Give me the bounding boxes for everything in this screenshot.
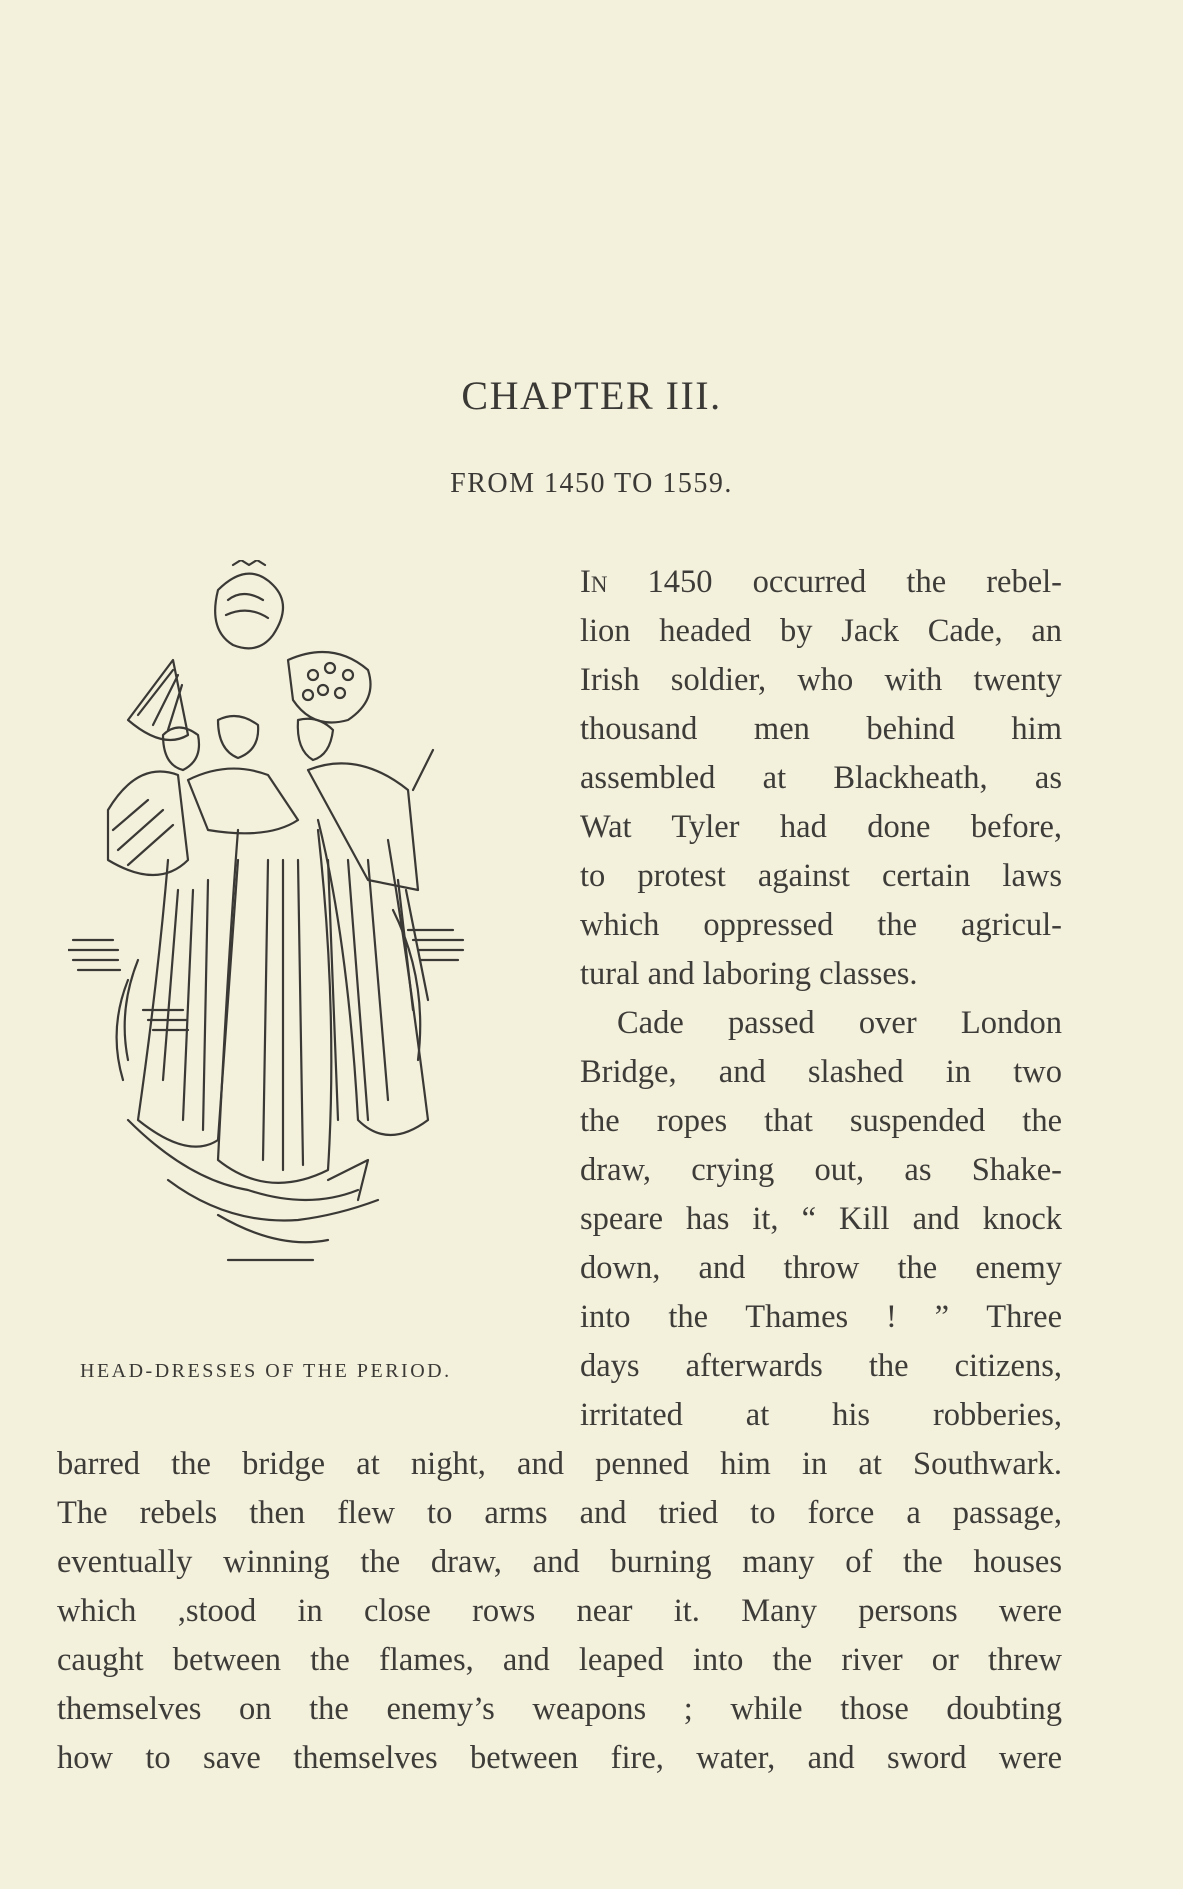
paragraph-line-text: 1450 occurred the rebel- — [607, 564, 1062, 600]
paragraph-line: barred the bridge at night, and penned him in at Southwark. — [57, 1446, 1062, 1482]
drop-cap: In — [580, 564, 608, 600]
paragraph-line: Bridge, and slashed in two — [580, 1054, 1062, 1090]
paragraph-line: which ,stood in close rows near it. Many persons were — [57, 1593, 1062, 1629]
paragraph-line: the ropes that suspended the — [580, 1103, 1062, 1139]
paragraph-line: lion headed by Jack Cade, an — [580, 613, 1062, 649]
paragraph-line — [580, 562, 1062, 602]
paragraph-line: draw, crying out, as Shake- — [580, 1152, 1062, 1188]
chapter-title: CHAPTER III. — [461, 373, 722, 418]
paragraph-line: irritated at his robberies, — [580, 1397, 1062, 1433]
paragraph-line: how to save themselves between fire, water, and sword were — [57, 1740, 1062, 1776]
paragraph-line: Cade passed over London — [617, 1005, 1062, 1041]
paragraph-line: tural and laboring classes. — [580, 956, 918, 992]
figure-caption: HEAD-DRESSES OF THE PERIOD. — [80, 1360, 452, 1382]
paragraph-line: down, and throw the enemy — [580, 1250, 1062, 1286]
illustration-icon — [68, 560, 538, 1350]
paragraph-line: caught between the flames, and leaped into the river or threw — [57, 1642, 1062, 1678]
paragraph-line: Wat Tyler had done before, — [580, 809, 1062, 845]
paragraph-line: Irish soldier, who with twenty — [580, 662, 1062, 698]
paragraph-line: to protest against certain laws — [580, 858, 1062, 894]
paragraph-line: eventually winning the draw, and burning many of the houses — [57, 1544, 1062, 1580]
paragraph-line: thousand men behind him — [580, 711, 1062, 747]
head-dresses-illustration — [68, 560, 538, 1350]
paragraph-line: which oppressed the agricul- — [580, 907, 1062, 943]
paragraph-line: themselves on the enemy’s weapons ; while those doubting — [57, 1691, 1062, 1727]
paragraph-line: assembled at Blackheath, as — [580, 760, 1062, 796]
paragraph-line: into the Thames ! ” Three — [580, 1299, 1062, 1335]
paragraph-line: The rebels then flew to arms and tried to force a passage, — [57, 1495, 1062, 1531]
paragraph-line: speare has it, “ Kill and knock — [580, 1201, 1062, 1237]
chapter-subtitle: FROM 1450 TO 1559. — [450, 468, 733, 499]
paragraph-line: days afterwards the citizens, — [580, 1348, 1062, 1384]
